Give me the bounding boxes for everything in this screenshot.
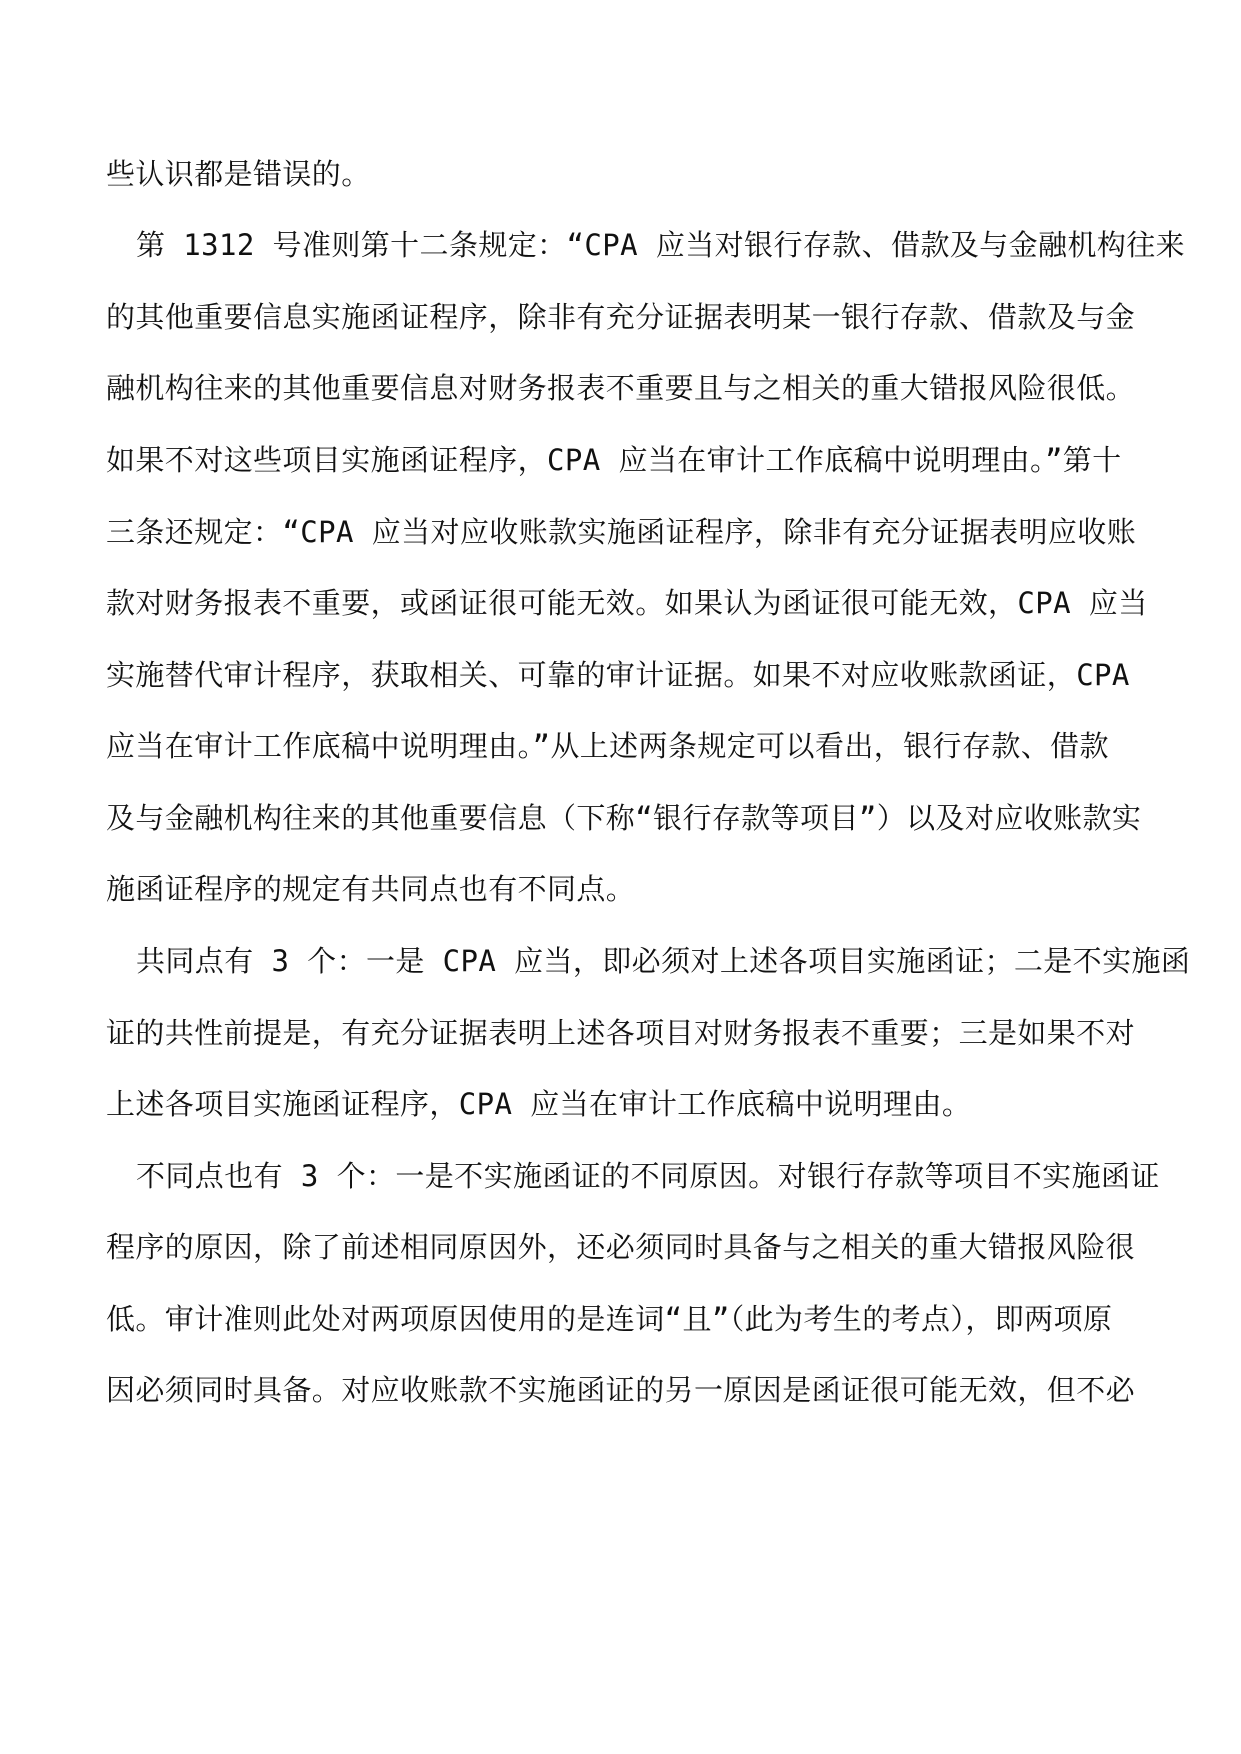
- text-line: 第 1312 号准则第十二条规定：“CPA 应当对银行存款、借款及与金融机构往来: [136, 228, 1186, 262]
- text-line: 如果不对这些项目实施函证程序，CPA 应当在审计工作底稿中说明理由。”第十: [106, 443, 1122, 477]
- text-line: 及与金融机构往来的其他重要信息（下称“银行存款等项目”）以及对应收账款实: [106, 801, 1142, 835]
- text-line: 因必须同时具备。对应收账款不实施函证的另一原因是函证很可能无效，但不必: [106, 1373, 1136, 1407]
- text-line: 施函证程序的规定有共同点也有不同点。: [106, 872, 636, 906]
- text-line: 共同点有 3 个：一是 CPA 应当，即必须对上述各项目实施函证；二是不实施函: [136, 944, 1191, 978]
- text-line: 应当在审计工作底稿中说明理由。”从上述两条规定可以看出，银行存款、借款: [106, 729, 1109, 763]
- text-line: 三条还规定：“CPA 应当对应收账款实施函证程序，除非有充分证据表明应收账: [106, 515, 1137, 549]
- text-line: 不同点也有 3 个：一是不实施函证的不同原因。对银行存款等项目不实施函证: [136, 1159, 1160, 1193]
- text-line: 融机构往来的其他重要信息对财务报表不重要且与之相关的重大错报风险很低。: [106, 371, 1136, 405]
- text-line: 的其他重要信息实施函证程序，除非有充分证据表明某一银行存款、借款及与金: [106, 300, 1136, 334]
- text-line: 些认识都是错误的。: [106, 157, 371, 191]
- text-line: 款对财务报表不重要，或函证很可能无效。如果认为函证很可能无效，CPA 应当: [106, 586, 1148, 620]
- text-line: 上述各项目实施函证程序，CPA 应当在审计工作底稿中说明理由。: [106, 1087, 972, 1121]
- text-line: 程序的原因，除了前述相同原因外，还必须同时具备与之相关的重大错报风险很: [106, 1230, 1136, 1264]
- text-line: 证的共性前提是，有充分证据表明上述各项目对财务报表不重要；三是如果不对: [106, 1016, 1136, 1050]
- text-line: 低。审计准则此处对两项原因使用的是连词“且”（此为考生的考点），即两项原: [106, 1302, 1113, 1336]
- text-line: 实施替代审计程序，获取相关、可靠的审计证据。如果不对应收账款函证，CPA: [106, 658, 1130, 692]
